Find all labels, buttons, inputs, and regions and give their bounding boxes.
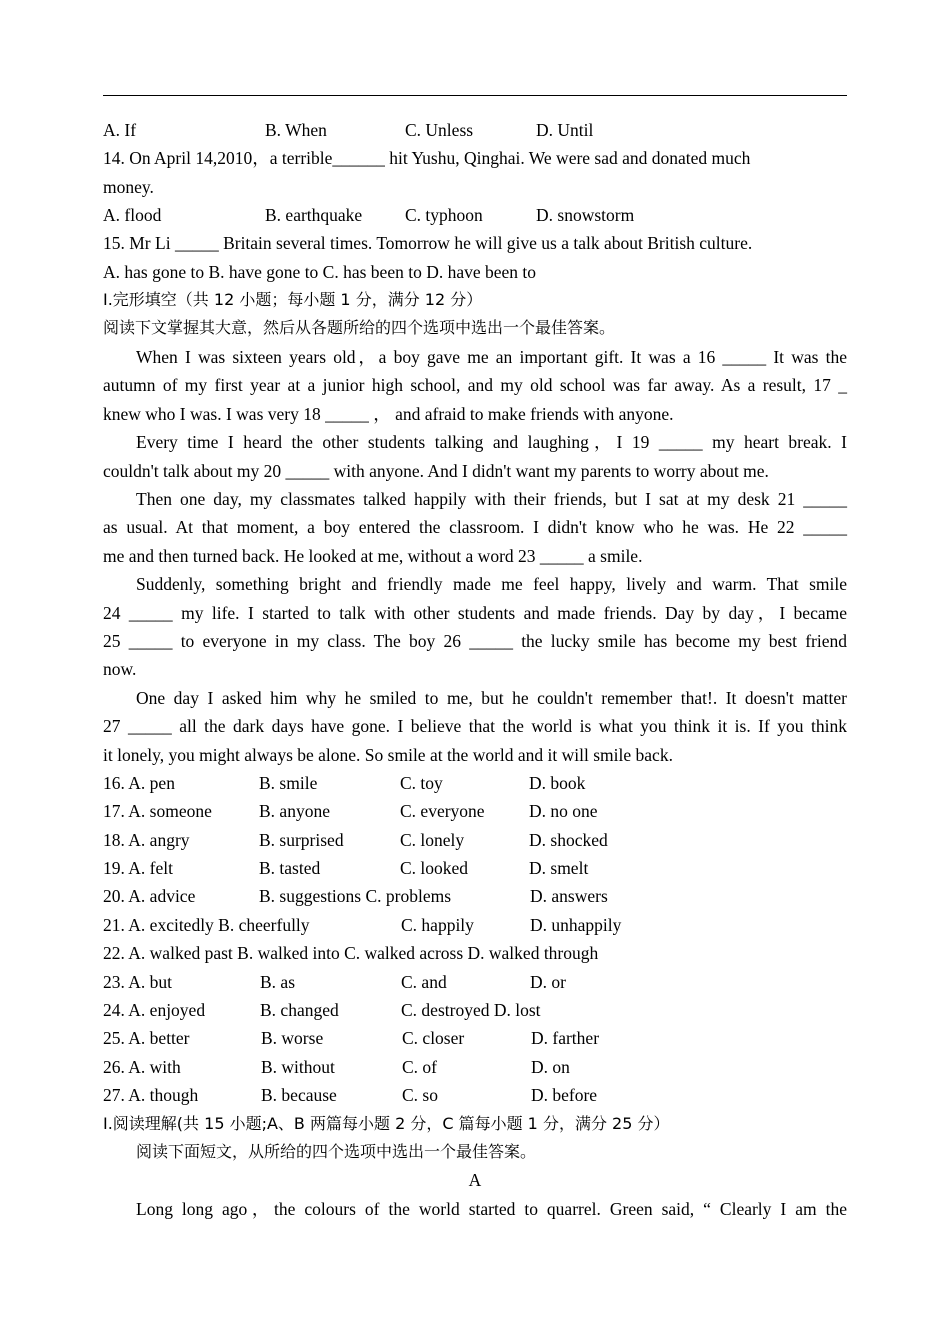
option: B. worse <box>261 1028 324 1048</box>
passage-line: Then one day, my classmates talked happily with their friends, but I sat at my desk 21 _____ <box>136 489 847 509</box>
option: D. shocked <box>529 830 608 850</box>
passage-line: now. <box>103 659 137 679</box>
option: B. changed <box>260 1000 339 1020</box>
passage-line: 24 _____ my life. I started to talk with other students and made friends. Day by day，I became <box>103 603 847 623</box>
option: C. lonely <box>400 830 465 850</box>
passage-line: autumn of my first year at a junior high school, and my old school was far away. As a result, 17 _ <box>103 375 847 395</box>
option: 22. A. walked past B. walked into C. walked across D. walked through <box>103 943 599 963</box>
cloze-heading: I.完形填空（共 12 小题；每小题 1 分，满分 12 分） <box>103 290 483 309</box>
option: 23. A. but <box>103 972 173 992</box>
option: B. because <box>261 1085 337 1105</box>
option: C. everyone <box>400 801 485 821</box>
option: B. anyone <box>259 801 330 821</box>
passage-line: When I was sixteen years old，a boy gave me an important gift. It was a 16 _____ It was the <box>136 347 847 367</box>
option: B. earthquake <box>265 205 363 225</box>
option: 27. A. though <box>103 1085 199 1105</box>
option: A. flood <box>103 205 162 225</box>
option: B. suggestions C. problems <box>259 886 452 906</box>
reading-heading: I.阅读理解(共 15 小题;A、B 两篇每小题 2 分，C 篇每小题 1 分，满分 25 分） <box>103 1114 670 1133</box>
option: D. before <box>531 1085 598 1105</box>
option: D. book <box>529 773 586 793</box>
q14-stem-line1: 14. On April 14,2010，a terrible______ hit Yushu, Qinghai. We were sad and donated much <box>103 148 751 168</box>
option: B. as <box>260 972 295 992</box>
option: D. no one <box>529 801 598 821</box>
reading-instruction: 阅读下面短文，从所给的四个选项中选出一个最佳答案。 <box>136 1142 537 1161</box>
option: C. of <box>402 1057 437 1077</box>
passage-line: knew who I was. I was very 18 _____ ， and afraid to make friends with anyone. <box>103 404 674 424</box>
option: B. tasted <box>259 858 321 878</box>
option: C. and <box>401 972 447 992</box>
option: C. closer <box>402 1028 465 1048</box>
option: D. Until <box>536 120 594 140</box>
option: C. typhoon <box>405 205 483 225</box>
option: B. smile <box>259 773 318 793</box>
passage-line: couldn't talk about my 20 _____ with anyone. And I didn't want my parents to worry about me. <box>103 461 769 481</box>
option: C. Unless <box>405 120 474 140</box>
passage-line: Long long ago，the colours of the world started to quarrel. Green said, “ Clearly I am the <box>136 1199 847 1219</box>
option: 16. A. pen <box>103 773 175 793</box>
option: C. so <box>402 1085 438 1105</box>
option: 19. A. felt <box>103 858 173 878</box>
cloze-instruction: 阅读下文掌握其大意，然后从各题所给的四个选项中选出一个最佳答案。 <box>103 318 616 337</box>
passage-line: me and then turned back. He looked at me, without a word 23 _____ a smile. <box>103 546 643 566</box>
option: 20. A. advice <box>103 886 196 906</box>
header-rule <box>103 95 847 96</box>
option: D. smelt <box>529 858 589 878</box>
option: 21. A. excitedly B. cheerfully <box>103 915 310 935</box>
option: D. farther <box>531 1028 600 1048</box>
passage-line: Every time I heard the other students talking and laughing，I 19 _____ my heart break. I <box>136 432 847 452</box>
option: B. When <box>265 120 327 140</box>
option: 17. A. someone <box>103 801 212 821</box>
option: D. unhappily <box>530 915 622 935</box>
option: 18. A. angry <box>103 830 190 850</box>
passage-line: Suddenly, something bright and friendly made me feel happy, lively and warm. That smile <box>136 574 847 594</box>
option: C. happily <box>401 915 474 935</box>
option: C. destroyed D. lost <box>401 1000 541 1020</box>
passage-line: One day I asked him why he smiled to me, but he couldn't remember that!. It doesn't matter <box>136 688 847 708</box>
option: A. If <box>103 120 137 140</box>
q14-stem-line2: money. <box>103 177 154 197</box>
section-label: A <box>468 1170 482 1190</box>
option: D. answers <box>530 886 608 906</box>
option: C. toy <box>400 773 443 793</box>
passage-line: as usual. At that moment, a boy entered the classroom. I didn't know who he was. He 22 _____ <box>103 517 847 537</box>
q15-options: A. has gone to B. have gone to C. has been to D. have been to <box>103 262 537 282</box>
option: 24. A. enjoyed <box>103 1000 206 1020</box>
passage-line: 27 _____ all the dark days have gone. I believe that the world is what you think it is. If you think <box>103 716 847 736</box>
option: B. surprised <box>259 830 344 850</box>
passage-line: 25 _____ to everyone in my class. The boy 26 _____ the lucky smile has become my best friend <box>103 631 847 651</box>
option: D. on <box>531 1057 570 1077</box>
option: D. or <box>530 972 566 992</box>
q15-stem: 15. Mr Li _____ Britain several times. Tomorrow he will give us a talk about British culture. <box>103 233 753 253</box>
option: D. snowstorm <box>536 205 635 225</box>
option: 26. A. with <box>103 1057 181 1077</box>
passage-line: it lonely, you might always be alone. So smile at the world and it will smile back. <box>103 745 673 765</box>
option: B. without <box>261 1057 335 1077</box>
option: C. looked <box>400 858 469 878</box>
option: 25. A. better <box>103 1028 190 1048</box>
